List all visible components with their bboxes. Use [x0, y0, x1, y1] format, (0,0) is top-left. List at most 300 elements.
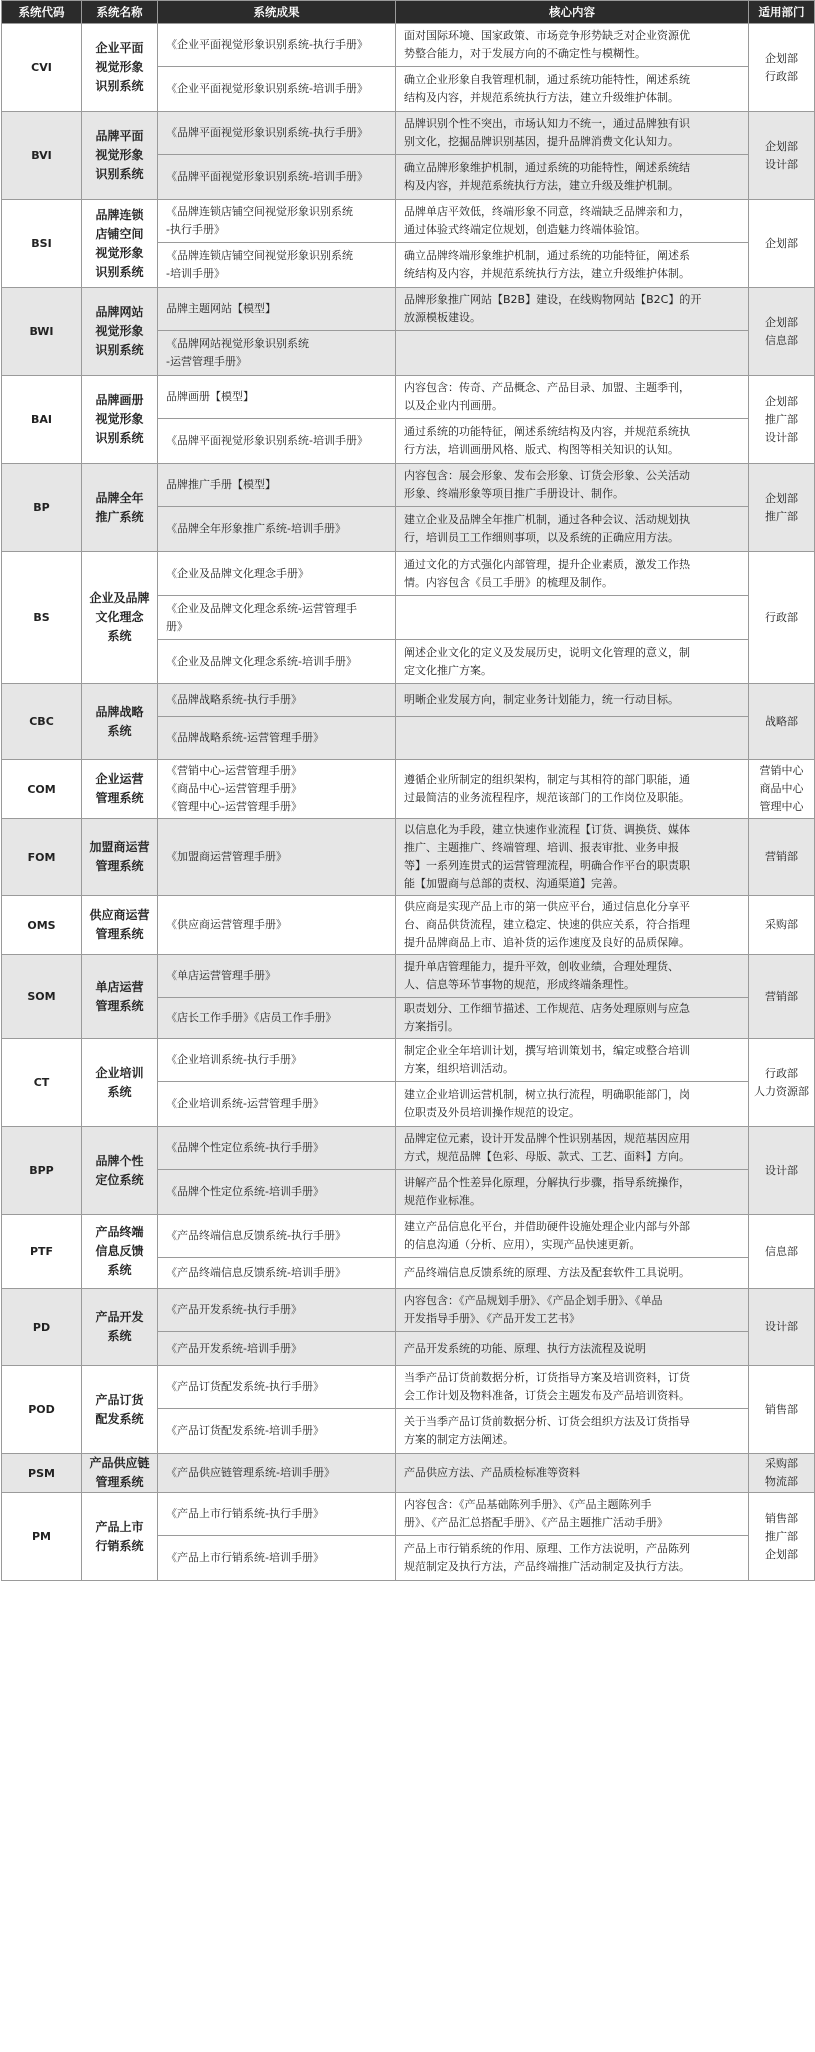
- department-line: 企划部: [765, 51, 798, 65]
- system-result-line: 《品牌连锁店铺空间视觉形象识别系统: [166, 205, 353, 218]
- system-name-line: 产品终端: [95, 1225, 144, 1239]
- system-result: [158, 376, 396, 419]
- system-name-line: 产品订货: [95, 1392, 144, 1407]
- system-result-line: 《品牌网站视觉形象识别系统: [166, 337, 309, 350]
- department-line: 战略部: [765, 714, 798, 728]
- system-result-line: 《营销中心-运营管理手册》: [166, 764, 302, 777]
- system-name-line: 系统: [107, 629, 132, 643]
- system-code: BWI: [2, 288, 82, 376]
- core-content: [396, 376, 749, 419]
- system-result-line: 《企业平面视觉形象识别系统-执行手册》: [166, 38, 368, 51]
- system-result-line: 《企业及品牌文化理念系统-培训手册》: [166, 654, 357, 668]
- core-content: [396, 155, 749, 200]
- system-result: [158, 1258, 396, 1289]
- system-code: BAI: [2, 376, 82, 464]
- core-content-line: 明晰企业发展方向，制定业务计划能力，统一行动目标。: [404, 693, 679, 706]
- core-content-line: 行方法，培训画册风格、版式、构图等相关知识的认知。: [404, 443, 679, 456]
- header-core: 核心内容: [396, 1, 749, 24]
- system-result: [158, 955, 396, 998]
- system-result: [158, 419, 396, 464]
- department-line: 信息部: [765, 333, 798, 347]
- core-content-line: 通过系统的功能特征，阐述系统结构及内容，并规范系统执: [404, 425, 690, 438]
- core-content-line: 品牌定位元素，设计开发品牌个性识别基因，规范基因应用: [404, 1132, 690, 1145]
- system-result: [158, 896, 396, 955]
- table-row: [2, 464, 815, 507]
- system-result-line: 《企业及品牌文化理念系统-运营管理手: [166, 601, 357, 615]
- system-result-line: 《品牌战略系统-运营管理手册》: [166, 731, 324, 744]
- system-code: BSI: [2, 200, 82, 288]
- core-content: [396, 331, 749, 376]
- core-content: [396, 1170, 749, 1215]
- core-content-line: 职责划分、工作细节描述、工作规范、店务处理原则与应急: [404, 1002, 690, 1015]
- systems-table-body: [2, 24, 815, 1581]
- department: [749, 896, 815, 955]
- system-result: [158, 155, 396, 200]
- table-row: [2, 1127, 815, 1170]
- system-name-line: 供应商运营: [89, 908, 150, 922]
- system-name-line: 视觉形象: [95, 60, 144, 74]
- system-name-line: 管理系统: [95, 1475, 144, 1489]
- core-content-line: 位职责及外员培训操作规范的设定。: [404, 1106, 580, 1119]
- department: [749, 112, 815, 200]
- system-name: [82, 1039, 158, 1127]
- core-content-line: 品牌识别个性不突出，市场认知力不统一，通过品牌独有识: [404, 117, 690, 130]
- department: [749, 1127, 815, 1215]
- system-result-line: 《产品开发系统-执行手册》: [166, 1303, 302, 1316]
- table-row: [2, 200, 815, 243]
- system-result-line: 《产品终端信息反馈系统-培训手册》: [166, 1266, 346, 1279]
- system-name-line: 产品供应链: [89, 1456, 150, 1470]
- system-name: [82, 376, 158, 464]
- core-content-line: 形象、终端形象等项目推广手册设计、制作。: [404, 487, 624, 500]
- department-line: 设计部: [765, 430, 798, 444]
- system-name: [82, 1127, 158, 1215]
- core-content: [396, 1127, 749, 1170]
- system-result-line: -执行手册》: [166, 223, 225, 236]
- department-line: 企划部: [765, 491, 798, 505]
- system-name: [82, 684, 158, 760]
- core-content: [396, 1454, 749, 1493]
- system-result-line: -培训手册》: [166, 267, 225, 280]
- system-name-line: 品牌连锁: [95, 207, 144, 222]
- core-content-line: 以及企业内刊画册。: [404, 399, 503, 412]
- system-result-line: 《品牌平面视觉形象识别系统-培训手册》: [166, 434, 368, 447]
- core-content-line: 别文化，挖掘品牌识别基因，提升品牌消费文化认知力。: [404, 135, 679, 148]
- system-result-line: 《品牌平面视觉形象识别系统-培训手册》: [166, 170, 368, 183]
- system-result: [158, 1409, 396, 1454]
- system-name-line: 推广系统: [95, 509, 144, 524]
- table-row: [2, 896, 815, 955]
- core-content-line: 通过文化的方式强化内部管理，提升企业素质，激发工作热: [404, 557, 690, 571]
- core-content-line: 构及内容，并规范系统执行方法，建立升级及维护机制。: [404, 179, 679, 192]
- core-content: [396, 998, 749, 1039]
- system-name-line: 系统: [107, 1084, 132, 1099]
- system-result-line: -运营管理手册》: [166, 355, 247, 368]
- system-name-line: 产品上市: [95, 1519, 144, 1534]
- system-result: [158, 288, 396, 331]
- core-content-line: 讲解产品个性差异化原理，分解执行步骤，指导系统操作，: [404, 1176, 690, 1189]
- system-name-line: 系统: [107, 1329, 132, 1343]
- core-content-line: 情。内容包含《员工手册》的梳理及制作。: [404, 575, 613, 589]
- core-content-line: 的信息沟通（分析、应用），实现产品快速更新。: [404, 1238, 641, 1251]
- department: [749, 1366, 815, 1454]
- table-row: [2, 1039, 815, 1082]
- system-result: [158, 67, 396, 112]
- department-line: 行政部: [765, 69, 798, 83]
- department-line: 物流部: [765, 1475, 798, 1488]
- table-row: [2, 1454, 815, 1493]
- core-content-line: 行，培训员工工作细则事项，以及系统的正确应用方法。: [404, 531, 679, 544]
- core-content: [396, 288, 749, 331]
- system-result-line: 《企业及品牌文化理念手册》: [166, 566, 309, 580]
- core-content-line: 内容包含：展会形象、发布会形象、订货会形象、公关活动: [404, 469, 690, 482]
- core-content: [396, 507, 749, 552]
- department-line: 管理中心: [759, 800, 804, 813]
- department-line: 企划部: [765, 236, 798, 250]
- system-result-line: 《品牌连锁店铺空间视觉形象识别系统: [166, 249, 353, 262]
- system-result-line: 《企业培训系统-执行手册》: [166, 1053, 302, 1066]
- system-name-line: 定位系统: [95, 1172, 144, 1187]
- core-content-line: 规范制定及执行方法，产品终端推广活动制定及执行方法。: [404, 1560, 690, 1573]
- core-content-line: 确立品牌形象维护机制，通过系统的功能特性，阐述系统结: [404, 161, 690, 174]
- system-name-line: 企业培训: [95, 1065, 144, 1080]
- system-name-line: 品牌平面: [95, 129, 144, 143]
- core-content-line: 阐述企业文化的定义及发展历史，说明文化管理的意义，制: [404, 645, 690, 659]
- core-content: [396, 684, 749, 717]
- system-name-line: 企业运营: [95, 772, 144, 786]
- system-code: PSM: [2, 1454, 82, 1493]
- system-name-line: 品牌画册: [95, 393, 144, 407]
- department: [749, 288, 815, 376]
- department-line: 营销部: [765, 850, 798, 863]
- system-result-line: 《加盟商运营管理手册》: [166, 850, 287, 863]
- system-result-line: 《品牌战略系统-执行手册》: [166, 693, 302, 706]
- system-result: [158, 112, 396, 155]
- department-line: 设计部: [765, 1163, 798, 1177]
- department: [749, 819, 815, 896]
- system-result-line: 《店长工作手册》《店员工作手册》: [166, 1011, 337, 1024]
- department-line: 企划部: [765, 394, 798, 408]
- system-name-line: 品牌战略: [95, 704, 144, 719]
- core-content-line: 确立品牌终端形象维护机制，通过系统的功能特征，阐述系: [404, 249, 690, 262]
- system-result: [158, 596, 396, 640]
- department: [749, 1039, 815, 1127]
- system-name-line: 管理系统: [95, 791, 144, 805]
- system-result-line: 《单店运营管理手册》: [166, 969, 276, 982]
- core-content-line: 统结构及内容，并规范系统执行方法，建立升级维护体制。: [404, 267, 690, 280]
- system-code: BPP: [2, 1127, 82, 1215]
- table-row: [2, 955, 815, 998]
- core-content-line: 内容包含：《产品基础陈列手册》、《产品主题陈列手: [404, 1498, 652, 1511]
- system-name: [82, 896, 158, 955]
- table-row: [2, 1493, 815, 1536]
- system-name-line: 配发系统: [95, 1411, 144, 1426]
- system-result-line: 《品牌全年形象推广系统-培训手册》: [166, 522, 346, 535]
- system-name-line: 产品开发: [95, 1310, 144, 1324]
- core-content-line: 建立企业及品牌全年推广机制，通过各种会议、活动规划执: [404, 513, 690, 526]
- department-line: 企划部: [765, 139, 798, 153]
- core-content: [396, 896, 749, 955]
- system-name: [82, 1215, 158, 1289]
- department: [749, 1215, 815, 1289]
- header-result: 系统成果: [158, 1, 396, 24]
- system-name-line: 单店运营: [95, 979, 144, 994]
- system-result: [158, 1170, 396, 1215]
- system-result-line: 《企业平面视觉形象识别系统-培训手册》: [166, 82, 368, 95]
- system-name-line: 店铺空间: [95, 226, 144, 241]
- core-content-line: 内容包含：传奇、产品概念、产品目录、加盟、主题季刊，: [404, 381, 690, 394]
- system-result-line: 《品牌个性定位系统-培训手册》: [166, 1185, 324, 1198]
- core-content: [396, 24, 749, 67]
- table-row: [2, 1366, 815, 1409]
- core-content-line: 定文化推广方案。: [404, 663, 492, 677]
- core-content-line: 方案指引。: [404, 1020, 459, 1033]
- core-content: [396, 760, 749, 819]
- system-result: [158, 464, 396, 507]
- system-code: PTF: [2, 1215, 82, 1289]
- system-result-line: 《产品上市行销系统-执行手册》: [166, 1507, 324, 1520]
- system-result: [158, 684, 396, 717]
- department-line: 推广部: [765, 1529, 798, 1543]
- system-name-line: 品牌个性: [95, 1153, 144, 1168]
- core-content: [396, 819, 749, 896]
- system-result: [158, 1536, 396, 1581]
- system-name-line: 视觉形象: [95, 245, 144, 260]
- system-code: BVI: [2, 112, 82, 200]
- core-content: [396, 200, 749, 243]
- system-name-line: 信息反馈: [95, 1244, 144, 1258]
- core-content-line: 放源模板建设。: [404, 311, 481, 324]
- system-name-line: 管理系统: [95, 859, 144, 873]
- system-name: [82, 1366, 158, 1454]
- system-code: COM: [2, 760, 82, 819]
- system-result: [158, 507, 396, 552]
- header-row: [2, 1, 815, 24]
- system-name-line: 行销系统: [95, 1538, 144, 1553]
- core-content: [396, 1409, 749, 1454]
- table-row: [2, 684, 815, 717]
- department: [749, 1289, 815, 1366]
- system-result: [158, 760, 396, 819]
- table-row: [2, 24, 815, 67]
- system-name-line: 视觉形象: [95, 148, 144, 162]
- system-result: [158, 1127, 396, 1170]
- core-content-line: 推广、主题推广、终端管理、培训、报表审批、业务申报: [404, 841, 679, 854]
- core-content-line: 过最简洁的业务流程程序，规范该部门的工作岗位及职能。: [404, 791, 690, 804]
- system-result-line: 《管理中心-运营管理手册》: [166, 800, 302, 813]
- system-name: [82, 112, 158, 200]
- system-result: [158, 552, 396, 596]
- core-content: [396, 112, 749, 155]
- core-content-line: 建立企业培训运营机制，树立执行流程，明确职能部门，岗: [404, 1088, 690, 1101]
- core-content: [396, 1258, 749, 1289]
- core-content: [396, 955, 749, 998]
- department-line: 推广部: [765, 412, 798, 426]
- system-code: PD: [2, 1289, 82, 1366]
- system-result: [158, 1332, 396, 1366]
- system-result-line: 《产品开发系统-培训手册》: [166, 1341, 302, 1355]
- core-content: [396, 1332, 749, 1366]
- department-line: 设计部: [765, 157, 798, 171]
- core-content-line: 遵循企业所制定的组织架构，制定与其相符的部门职能，通: [404, 773, 690, 786]
- core-content: [396, 1215, 749, 1258]
- core-content-line: 产品供应方法、产品质检标准等资料: [404, 1466, 580, 1479]
- system-name: [82, 552, 158, 684]
- department: [749, 760, 815, 819]
- department: [749, 376, 815, 464]
- system-result: [158, 1215, 396, 1258]
- system-result-line: 《企业培训系统-运营管理手册》: [166, 1097, 324, 1110]
- system-code: BS: [2, 552, 82, 684]
- core-content-line: 通过体验式终端定位规划，创造魅力终端体验馆。: [404, 223, 646, 236]
- department-line: 信息部: [765, 1244, 798, 1258]
- system-name-line: 企业及品牌: [89, 591, 150, 605]
- department: [749, 955, 815, 1039]
- department-line: 行政部: [765, 1066, 798, 1080]
- core-content-line: 势整合能力，对于发展方向的不确定性与模糊性。: [404, 47, 646, 60]
- department: [749, 684, 815, 760]
- system-name: [82, 955, 158, 1039]
- core-content-line: 会工作计划及物料准备，订货会主题发布及产品培训资料。: [404, 1389, 690, 1402]
- system-code: FOM: [2, 819, 82, 896]
- table-row: [2, 112, 815, 155]
- system-result: [158, 640, 396, 684]
- system-result: [158, 819, 396, 896]
- system-name-line: 管理系统: [95, 927, 144, 941]
- header-name: 系统名称: [82, 1, 158, 24]
- systems-table: [1, 0, 815, 1581]
- department-line: 行政部: [765, 610, 798, 624]
- table-row: [2, 760, 815, 819]
- core-content: [396, 640, 749, 684]
- core-content-line: 提升品牌商品上市、追补货的运作速度及良好的品质保障。: [404, 936, 690, 949]
- core-content: [396, 419, 749, 464]
- department-line: 采购部: [765, 1457, 798, 1470]
- core-content: [396, 1289, 749, 1332]
- core-content-line: 方案，组织培训活动。: [404, 1062, 514, 1075]
- system-result: [158, 717, 396, 760]
- core-content-line: 方式，规范品牌【色彩、母版、款式、工艺、面料】方向。: [404, 1150, 690, 1163]
- core-content: [396, 1039, 749, 1082]
- core-content-line: 面对国际环境、国家政策、市场竞争形势缺乏对企业资源优: [404, 29, 690, 42]
- system-result: [158, 200, 396, 243]
- system-result-line: 《品牌平面视觉形象识别系统-执行手册》: [166, 126, 368, 139]
- department-line: 销售部: [765, 1402, 798, 1416]
- core-content-line: 开发指导手册》、《产品开发工艺书》: [404, 1312, 580, 1325]
- system-result: [158, 24, 396, 67]
- system-name-line: 视觉形象: [95, 412, 144, 426]
- system-name: [82, 288, 158, 376]
- core-content-line: 产品上市行销系统的作用、原理、工作方法说明，产品陈列: [404, 1542, 690, 1555]
- core-content-line: 等】一系列连贯式的运营管理流程，明确合作平台的职责职: [404, 859, 690, 872]
- core-content-line: 能【加盟商与总部的责权、沟通渠道】完善。: [404, 877, 624, 890]
- system-code: CVI: [2, 24, 82, 112]
- table-row: [2, 552, 815, 596]
- system-name: [82, 24, 158, 112]
- system-name: [82, 1493, 158, 1581]
- system-code: POD: [2, 1366, 82, 1454]
- core-content: [396, 464, 749, 507]
- system-name-line: 系统: [107, 1263, 132, 1277]
- system-name: [82, 464, 158, 552]
- header-code: 系统代码: [2, 1, 82, 24]
- header-dept: 适用部门: [749, 1, 815, 24]
- core-content: [396, 552, 749, 596]
- system-code: SOM: [2, 955, 82, 1039]
- system-code: PM: [2, 1493, 82, 1581]
- department: [749, 1454, 815, 1493]
- system-result-line: 《产品供应链管理系统-培训手册》: [166, 1466, 335, 1479]
- system-name: [82, 200, 158, 288]
- department-line: 采购部: [765, 918, 798, 931]
- system-name-line: 管理系统: [95, 998, 144, 1013]
- core-content-line: 提升单店管理能力，提升平效，创收业绩，合理处理货、: [404, 960, 679, 973]
- system-result-line: 品牌画册【模型】: [166, 390, 254, 403]
- system-result: [158, 1366, 396, 1409]
- system-name-line: 识别系统: [95, 79, 144, 93]
- system-result: [158, 243, 396, 288]
- department-line: 企划部: [765, 1547, 798, 1561]
- core-content: [396, 1082, 749, 1127]
- system-result-line: 《产品订货配发系统-执行手册》: [166, 1380, 324, 1393]
- core-content: [396, 1366, 749, 1409]
- core-content: [396, 1493, 749, 1536]
- system-result-line: 《商品中心-运营管理手册》: [166, 782, 302, 795]
- core-content-line: 建立产品信息化平台，并借助硬件设施处理企业内部与外部: [404, 1220, 690, 1233]
- core-content-line: 册》、《产品汇总搭配手册》、《产品主题推广活动手册》: [404, 1516, 668, 1529]
- department-line: 企划部: [765, 315, 798, 329]
- core-content: [396, 1536, 749, 1581]
- department: [749, 1493, 815, 1581]
- system-name-line: 视觉形象: [95, 324, 144, 338]
- department-line: 营销部: [765, 989, 798, 1003]
- system-name-line: 加盟商运营: [89, 840, 150, 854]
- system-name-line: 系统: [107, 723, 132, 738]
- system-result-line: 《产品终端信息反馈系统-执行手册》: [166, 1229, 346, 1242]
- system-name: [82, 819, 158, 896]
- system-name: [82, 1454, 158, 1493]
- core-content-line: 品牌形象推广网站【B2B】建设，在线购物网站【B2C】的开: [404, 293, 702, 306]
- core-content: [396, 717, 749, 760]
- system-code: OMS: [2, 896, 82, 955]
- system-name-line: 企业平面: [95, 41, 144, 55]
- core-content-line: 确立企业形象自我管理机制，通过系统功能特性，阐述系统: [404, 73, 690, 86]
- department: [749, 24, 815, 112]
- system-result: [158, 331, 396, 376]
- table-row: [2, 1289, 815, 1332]
- core-content-line: 产品开发系统的功能、原理、执行方法流程及说明: [404, 1341, 646, 1355]
- system-result: [158, 998, 396, 1039]
- core-content-line: 当季产品订货前数据分析，订货指导方案及培训资料，订货: [404, 1371, 690, 1384]
- core-content-line: 人、信息等环节事物的规范，形成终端条理性。: [404, 978, 635, 991]
- department-line: 销售部: [765, 1511, 798, 1525]
- core-content-line: 内容包含：《产品规划手册》、《产品企划手册》、《单品: [404, 1294, 663, 1307]
- system-name-line: 识别系统: [95, 167, 144, 181]
- core-content: [396, 67, 749, 112]
- system-result-line: 品牌主题网站【模型】: [166, 302, 276, 315]
- system-name-line: 识别系统: [95, 343, 144, 357]
- department: [749, 464, 815, 552]
- department-line: 推广部: [765, 509, 798, 523]
- system-result-line: 《产品上市行销系统-培训手册》: [166, 1551, 324, 1564]
- system-result-line: 册》: [166, 619, 188, 633]
- system-result-line: 品牌推广手册【模型】: [166, 478, 276, 491]
- department: [749, 552, 815, 684]
- system-code: BP: [2, 464, 82, 552]
- core-content-line: 规范作业标准。: [404, 1194, 481, 1207]
- system-name: [82, 1289, 158, 1366]
- system-name-line: 文化理念: [95, 610, 144, 624]
